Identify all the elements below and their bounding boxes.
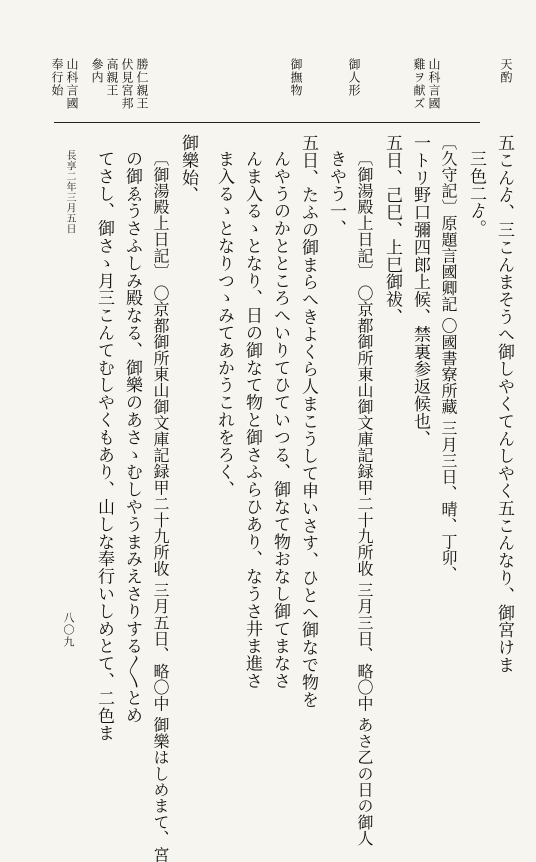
text-line-1: 五こんゟ、三こんまそうへ御しやくてんしやく五こんなり、御宮けま xyxy=(494,134,514,674)
section-heading-joshi: 五日、己巳、上巳御祓、 xyxy=(382,134,402,326)
text-line-2: 三色二ゟ。 xyxy=(466,150,486,237)
header-rule xyxy=(54,122,480,123)
header-section-label: 天酌 xyxy=(499,58,513,84)
text-line-15: てさし、御さゝ月三こんてむしやくもあり、山しな奉行いしめとて、二色ま xyxy=(94,150,114,742)
header-note-e3: 高親王 xyxy=(105,58,119,97)
source-line-oyudono-2: 〔御湯殿上日記〕 〇京都御所東山御文庫記録甲二十九所收 三月五日、略〇中 御樂はしめまて、宮 xyxy=(151,150,170,862)
page-number: 八〇九 xyxy=(62,612,75,648)
text-line-4: 一トリ野口彌四郎上候、禁裏参返候也、 xyxy=(410,134,430,448)
section-heading-gakuhajime: 御樂始、 xyxy=(178,134,198,204)
text-line-7: きやう一、 xyxy=(326,150,346,237)
header-note-c: 御人形 xyxy=(347,58,361,97)
text-line-14: の御ゑうさふしみ殿なる、御樂のあさゝむしやうまみえさりする〳〵とめ xyxy=(122,150,142,724)
header-note-a: 山科言國 xyxy=(427,58,441,110)
text-line-9: んやうのかとところへいりてひていつる、御なて物おなし御てまなさ xyxy=(270,150,290,690)
source-line-oyudono-1: 〔御湯殿上日記〕 〇京都御所東山御文庫記録甲二十九所收 三月三日、略〇中 あさ乙の日の御人 xyxy=(355,150,374,847)
text-line-8: 五日、たふの御まらへきよくら人まこうして申いさす、ひとへ御なで物を xyxy=(298,134,318,709)
header-note-d: 御撫物 xyxy=(289,58,303,97)
header-note-e4: 參内 xyxy=(90,58,104,84)
footer-date: 長享二年三月五日 xyxy=(64,150,75,234)
header-note-b: 雞ヲ献ズ xyxy=(412,58,426,110)
text-line-11: ま入るゝとなりつゝみてあかうこれをろく、 xyxy=(214,150,234,498)
header-note-e6: 奉行始 xyxy=(50,58,64,97)
source-line-kyushuki: 〔久守記〕原題言國卿記 〇國書寮所藏 三月三日、晴、丁卯、 xyxy=(439,134,458,582)
text-line-10: んま入るゝとなり、日の御なて物と御さふらひあり、なうさ井ま進さ xyxy=(242,150,262,690)
header-note-e5: 山科言國 xyxy=(65,58,79,110)
header-note-e1: 勝仁親王 xyxy=(135,58,149,110)
header-note-e2: 伏見宮邦 xyxy=(120,58,134,110)
